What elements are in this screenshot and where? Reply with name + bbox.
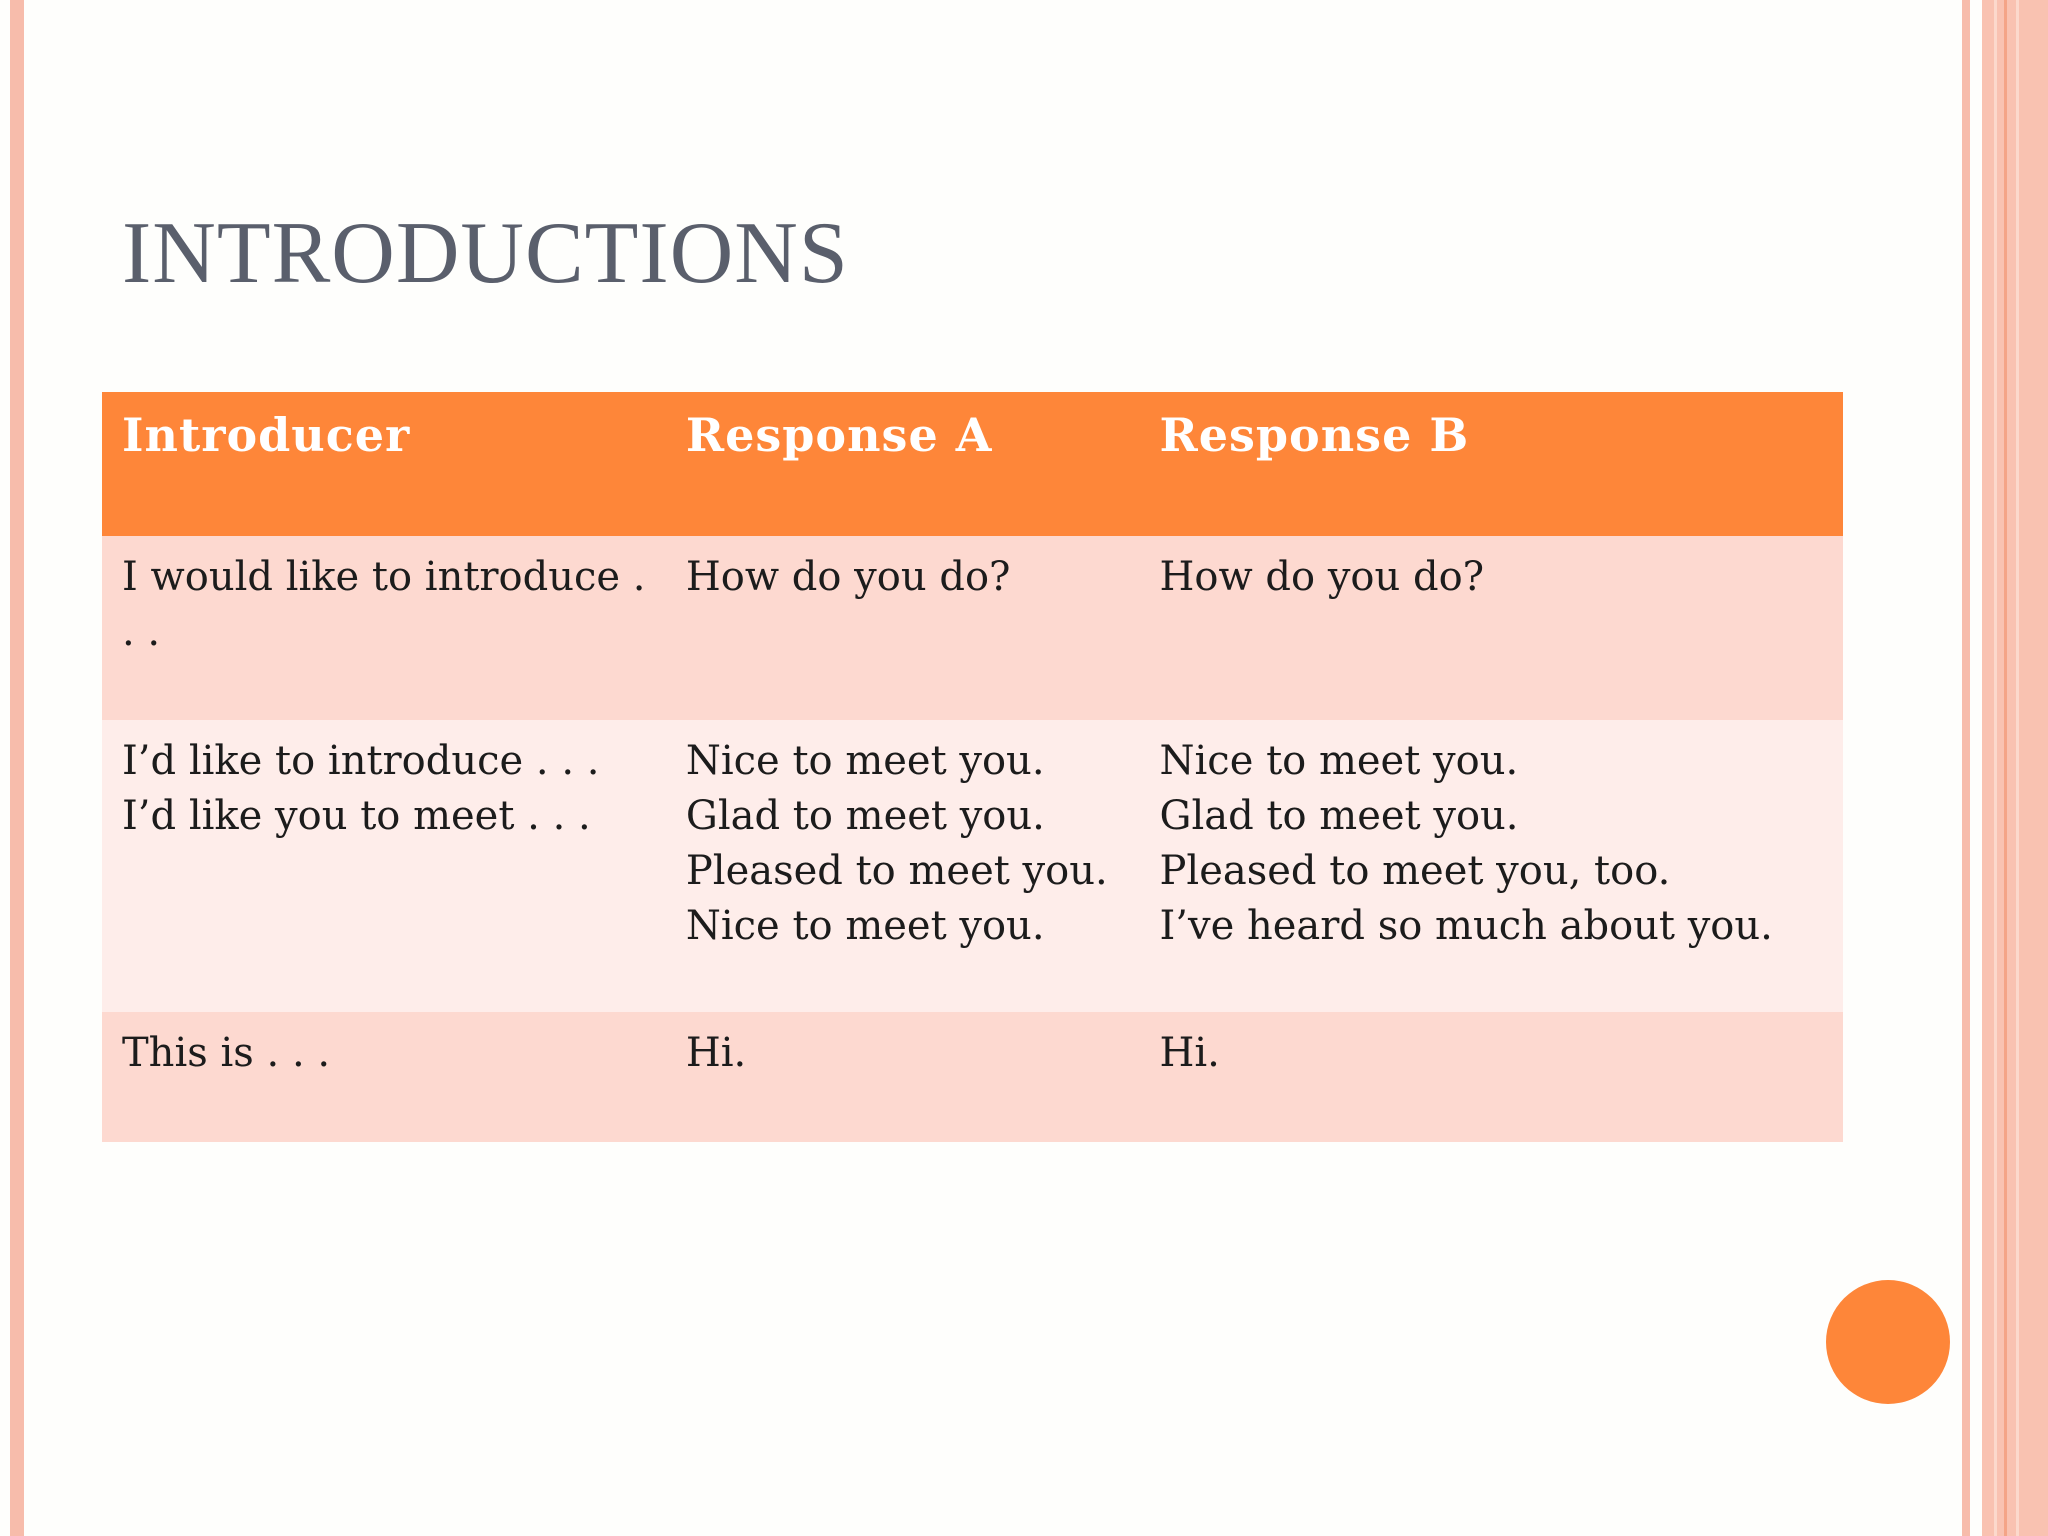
slide-title: INTRODUCTIONS xyxy=(122,205,849,302)
cell-text: I’ve heard so much about you. xyxy=(1159,903,1773,949)
table-header-row xyxy=(102,392,1843,536)
cell-text: Glad to meet you. xyxy=(1159,793,1519,839)
cell-text: This is . . . xyxy=(122,1030,331,1076)
cell-text: How do you do? xyxy=(685,554,1011,600)
table-row xyxy=(102,720,1843,1012)
decorative-circle xyxy=(1826,1280,1950,1404)
header-response-a: Response A xyxy=(685,408,993,462)
cell-text: Pleased to meet you. xyxy=(685,848,1108,894)
table-row xyxy=(102,536,1843,720)
response-b-cell xyxy=(1140,536,1844,720)
cell-text: Nice to meet you. xyxy=(685,738,1045,784)
cell-text: Pleased to meet you, too. xyxy=(1159,848,1671,894)
response-a-cell xyxy=(666,720,1140,1012)
response-b-cell xyxy=(1140,1012,1844,1142)
right-border-line xyxy=(2016,0,2019,1536)
cell-text: I’d like to introduce . . . xyxy=(122,738,600,784)
cell-text: Nice to meet you. xyxy=(685,903,1045,949)
cell-text: I’d like you to meet . . . xyxy=(122,793,591,839)
response-a-cell xyxy=(666,536,1140,720)
header-response-b: Response B xyxy=(1159,408,1470,462)
cell-text: Nice to meet you. xyxy=(1159,738,1519,784)
right-border-line xyxy=(1994,0,1997,1536)
right-border-line xyxy=(2004,0,2007,1536)
cell-text: How do you do? xyxy=(1159,554,1485,600)
cell-text: Hi. xyxy=(685,1030,747,1076)
right-border-band xyxy=(1982,0,2048,1536)
table-row xyxy=(102,1012,1843,1142)
response-a-cell xyxy=(666,1012,1140,1142)
introducer-cell xyxy=(102,1012,666,1142)
header-introducer: Introducer xyxy=(122,408,411,462)
introducer-cell xyxy=(102,536,666,720)
cell-text: Hi. xyxy=(1159,1030,1220,1076)
left-border-stripe xyxy=(10,0,24,1536)
introducer-cell xyxy=(102,720,666,1012)
introductions-table xyxy=(102,392,1843,1142)
response-b-cell xyxy=(1140,720,1844,1012)
cell-text: Glad to meet you. xyxy=(685,793,1045,839)
cell-text: I would like to introduce . . . xyxy=(122,554,646,655)
right-border-stripe xyxy=(1962,0,1970,1536)
